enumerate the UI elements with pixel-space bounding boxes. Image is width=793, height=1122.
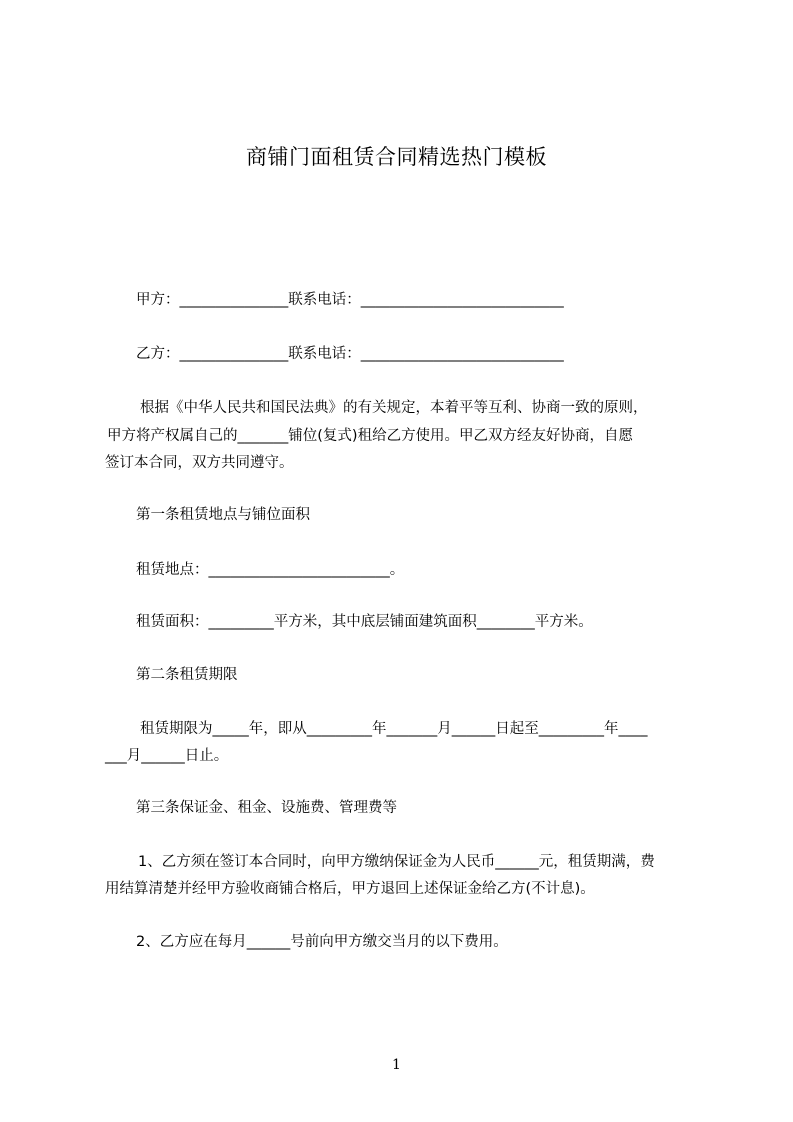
preamble-line-2: 甲方将产权属自己的_______铺位(复式)租给乙方使用。甲乙双方经友好协商，自愿	[107, 428, 634, 444]
lease-location: 租赁地点：_________________________。	[136, 562, 405, 578]
page-title: 商铺门面租赁合同精选热门模板	[246, 145, 547, 169]
party-b-line: 乙方：_______________联系电话：____________________________	[136, 346, 564, 362]
clause1-line-2: 用结算清楚并经甲方验收商铺合格后，甲方退回上述保证金给乙方(不计息)。	[105, 881, 595, 897]
lease-term-line-2: ___月______日止。	[105, 748, 229, 764]
preamble-line-3: 签订本合同，双方共同遵守。	[105, 455, 294, 471]
article3-heading: 第三条保证金、租金、设施费、管理费等	[136, 800, 397, 816]
lease-term-line-1: 租赁期限为_____年，即从_________年_______月______日起至_________年____	[140, 721, 648, 737]
article1-heading: 第一条租赁地点与铺位面积	[136, 507, 310, 523]
article2-heading: 第二条租赁期限	[136, 667, 238, 683]
lease-area: 租赁面积：_________平方米，其中底层铺面建筑面积________平方米。	[136, 614, 593, 630]
party-a-line: 甲方：_______________联系电话：____________________________	[136, 292, 564, 308]
preamble-line-1: 根据《中华人民共和国民法典》的有关规定，本着平等互利、协商一致的原则，	[140, 400, 648, 416]
page-number: 1	[392, 1057, 401, 1073]
clause1-line-1: 1、乙方须在签订本合同时，向甲方缴纳保证金为人民币______元，租赁期满，费	[138, 854, 655, 870]
clause2-line: 2、乙方应在每月______号前向甲方缴交当月的以下费用。	[136, 934, 508, 950]
